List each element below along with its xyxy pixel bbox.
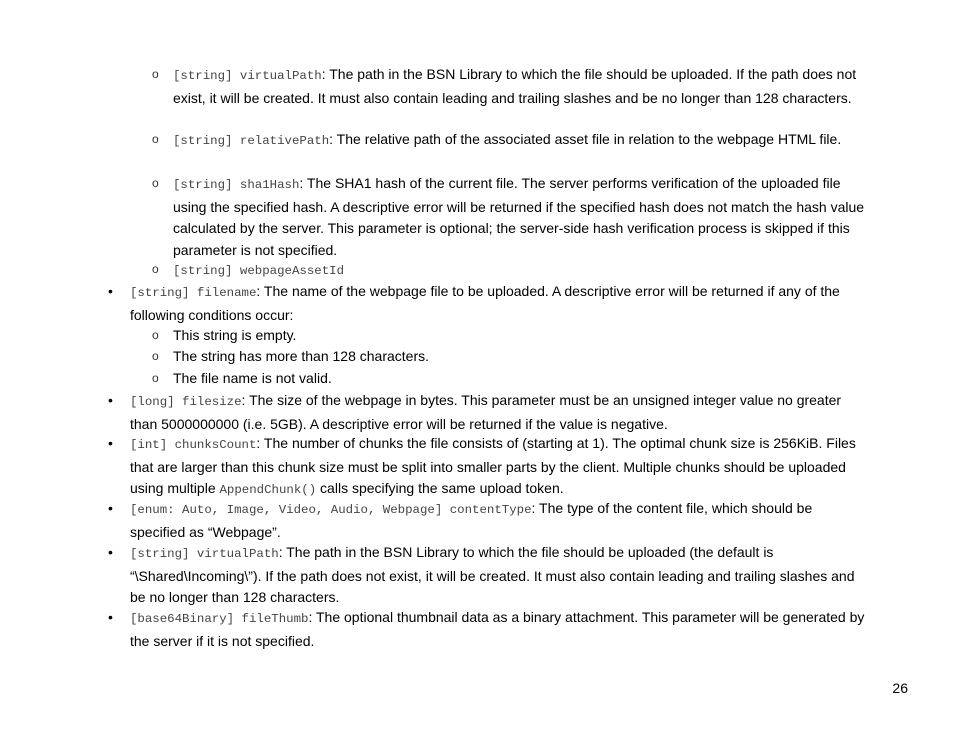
list-item-filename xyxy=(108,281,865,326)
param-code: [string] webpageAssetId xyxy=(173,264,345,278)
param-description: : The size of the webpage in bytes. This parameter must be an unsigned integer value no greater than 5000000000 (i.e. 5GB). A descriptive error will be returned if the value is negative. xyxy=(130,392,842,432)
list-item-filethumb xyxy=(108,607,865,652)
param-code: [int] chunksCount xyxy=(130,438,257,452)
list-item-chunkscount xyxy=(108,433,865,502)
param-code: [enum: Auto, Image, Video, Audio, Webpage] contentType xyxy=(130,503,532,517)
sub-list-item-empty xyxy=(152,325,865,347)
condition-text: The file name is not valid. xyxy=(173,370,332,386)
sub-bullet-marker: o xyxy=(152,67,159,81)
bullet-marker: • xyxy=(108,500,113,516)
list-item-filesize xyxy=(108,390,865,435)
sub-list-item-virtualpath xyxy=(152,64,865,109)
param-code: [base64Binary] fileThumb xyxy=(130,612,309,626)
sub-list-item-webpageassetid xyxy=(152,259,865,283)
param-description: : The optional thumbnail data as a binary attachment. This parameter will be generated by the server if it is not specified. xyxy=(130,609,865,649)
sub-bullet-marker: o xyxy=(152,349,159,363)
sub-list-item-sha1hash xyxy=(152,173,865,261)
sub-bullet-marker: o xyxy=(152,328,159,342)
condition-text: The string has more than 128 characters. xyxy=(173,348,430,364)
bullet-marker: • xyxy=(108,544,113,560)
condition-text: This string is empty. xyxy=(173,327,297,343)
param-code: [long] filesize xyxy=(130,395,242,409)
param-description-tail: calls specifying the same upload token. xyxy=(316,480,564,497)
param-code: [string] virtualPath xyxy=(130,547,279,561)
bullet-marker: • xyxy=(108,609,113,625)
bullet-marker: • xyxy=(108,435,113,451)
param-code: [string] filename xyxy=(130,286,257,300)
param-description: : The path in the BSN Library to which the file should be uploaded. If the path does not exist, it will be created. It must also contain leading and trailing slashes and be no longer than 128 characters. xyxy=(173,66,857,106)
sub-bullet-marker: o xyxy=(152,176,159,190)
param-code: [string] virtualPath xyxy=(173,69,322,83)
sub-list-item-length xyxy=(152,346,865,368)
list-item-contenttype xyxy=(108,498,865,543)
page-number: 26 xyxy=(892,680,908,696)
param-description: : The name of the webpage file to be uploaded. A descriptive error will be returned if any of the following conditions occur: xyxy=(130,283,840,323)
param-description: : The path in the BSN Library to which the file should be uploaded (the default is “\Shared\Incoming\”). If the path does not exist, it will be created. It must also contain leading and trailing slashes and be no longer than 128 characters. xyxy=(130,544,855,606)
list-item-virtualpath xyxy=(108,542,865,609)
param-code: [string] sha1Hash xyxy=(173,178,300,192)
param-description: : The SHA1 hash of the current file. The server performs verification of the uploaded file using the specified hash. A descriptive error will be returned if the specified hash does not match the hash value calculated by the server. This parameter is optional; the server-side hash verification process is skipped if this parameter is not specified. xyxy=(173,175,865,258)
sub-list-item-invalid xyxy=(152,368,865,390)
sub-list-item-relativepath xyxy=(152,129,865,153)
bullet-marker: • xyxy=(108,392,113,408)
param-description: : The number of chunks the file consists of (starting at 1). The optimal chunk size is 256KiB. Files that are larger than this chunk size must be split into smaller parts by the client. Multiple chunks should be uploaded using multiple xyxy=(130,435,856,497)
sub-bullet-marker: o xyxy=(152,262,159,276)
sub-bullet-marker: o xyxy=(152,371,159,385)
sub-bullet-marker: o xyxy=(152,132,159,146)
param-description: : The type of the content file, which should be specified as “Webpage”. xyxy=(130,500,813,540)
param-description: : The relative path of the associated asset file in relation to the webpage HTML file. xyxy=(329,131,842,147)
method-code: AppendChunk() xyxy=(219,483,317,498)
param-code: [string] relativePath xyxy=(173,134,330,148)
bullet-marker: • xyxy=(108,283,113,299)
